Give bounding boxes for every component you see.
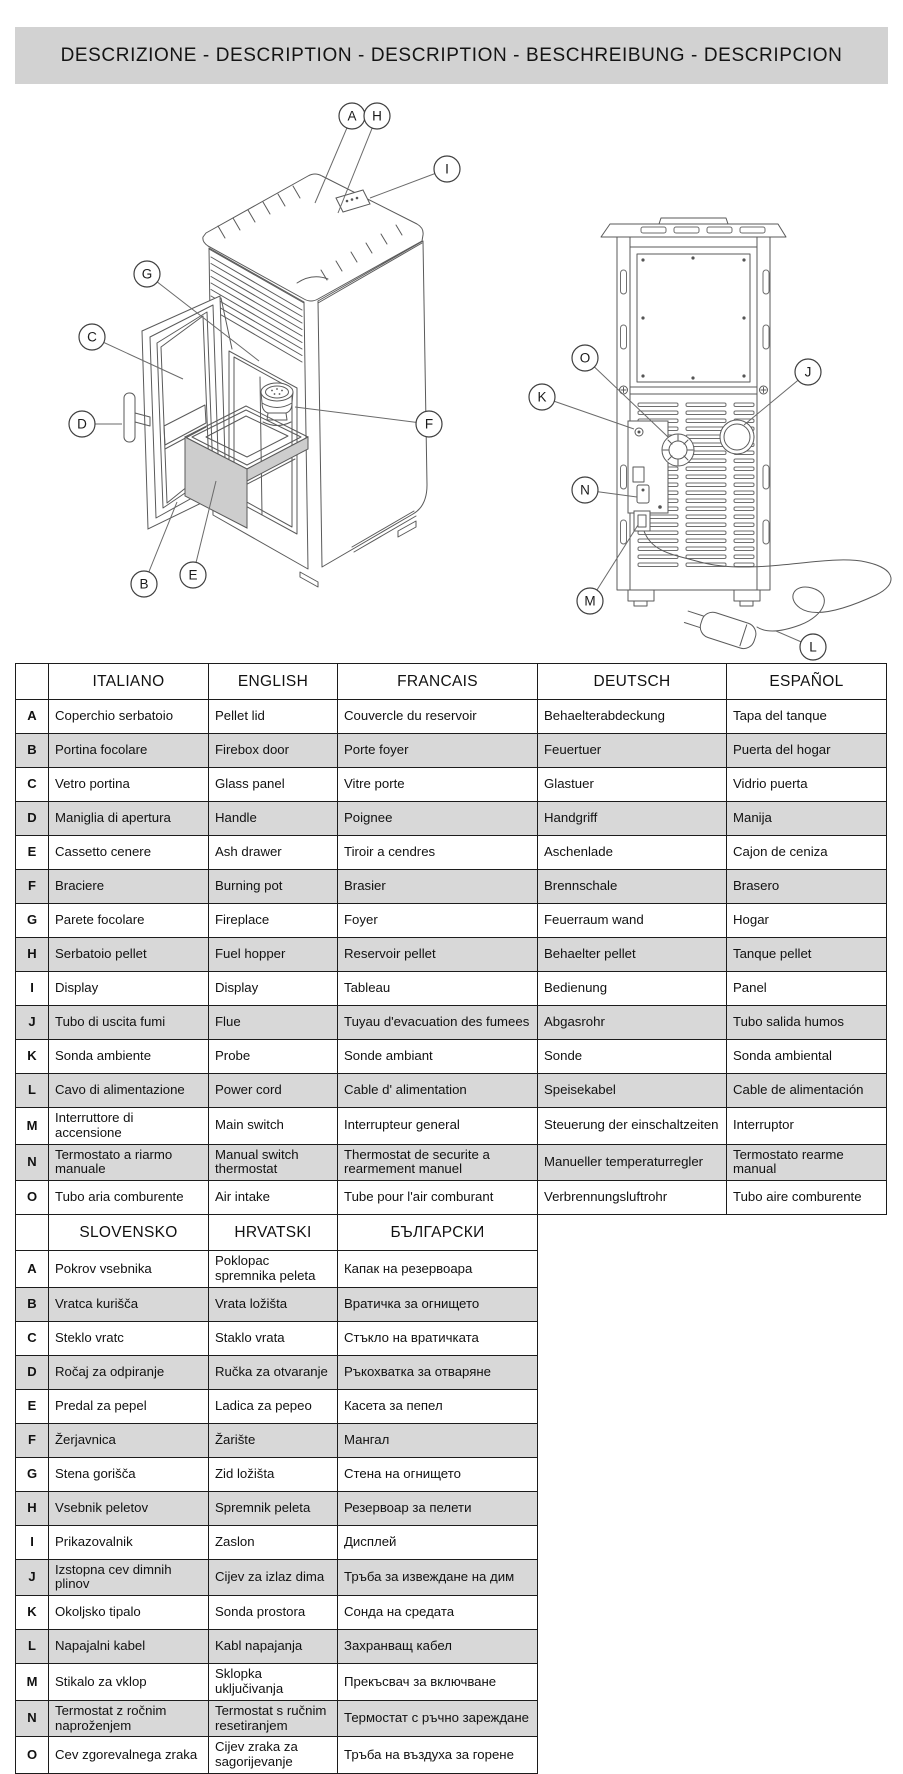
row-letter: O [16,1737,49,1774]
translation-tables [15,663,888,1774]
callout-A [315,103,365,203]
term-cell: Burning pot [209,870,338,904]
term-cell: Serbatoio pellet [49,938,209,972]
row-letter: I [16,972,49,1006]
rear-body [617,237,770,590]
term-cell: Okoljsko tipalo [49,1596,209,1630]
term-cell: Cassetto cenere [49,836,209,870]
term-cell: Sklopka uključivanja [209,1664,338,1701]
corner-cell [16,1215,49,1251]
term-cell: Резервоар за пелети [338,1491,538,1525]
column-header: DEUTSCH [538,664,727,700]
row-letter: C [16,768,49,802]
term-cell: Fuel hopper [209,938,338,972]
term-cell: Тръба на въздуха за горене [338,1737,538,1774]
rear-top-cap [601,224,786,237]
term-cell: Abgasrohr [538,1006,727,1040]
row-letter: E [16,1389,49,1423]
row-letter: L [16,1630,49,1664]
row-letter: F [16,870,49,904]
row-letter: J [16,1559,49,1596]
pellet-lid [203,174,423,303]
page-title: DESCRIZIONE - DESCRIPTION - DESCRIPTION - BESCHREIBUNG - DESCRIPCION [15,27,888,84]
row-letter: G [16,1457,49,1491]
table-row [16,870,887,904]
term-cell: Power cord [209,1074,338,1108]
term-cell: Вратичка за огнището [338,1287,538,1321]
term-cell: Panel [727,972,887,1006]
term-cell: Захранващ кабел [338,1630,538,1664]
term-cell: Spremnik peleta [209,1491,338,1525]
svg-text:K: K [537,389,547,405]
term-cell: Tubo di uscita fumi [49,1006,209,1040]
row-letter: B [16,734,49,768]
table-row [16,1423,538,1457]
term-cell: Main switch [209,1108,338,1145]
term-cell: Aschenlade [538,836,727,870]
table-row [16,972,887,1006]
term-cell: Feuerraum wand [538,904,727,938]
term-cell: Display [209,972,338,1006]
flue-outlet [720,420,754,454]
table-row [16,1664,538,1701]
table-row [16,802,887,836]
table-row [16,734,887,768]
callout-L [776,631,826,660]
svg-text:E: E [188,567,198,583]
svg-text:H: H [372,108,382,124]
term-cell: Speisekabel [538,1074,727,1108]
table-row [16,1737,538,1774]
term-cell: Coperchio serbatoio [49,700,209,734]
column-header: FRANCAIS [338,664,538,700]
term-cell: Manueller temperaturregler [538,1144,727,1181]
power-cord [644,531,891,631]
table-row [16,1144,887,1181]
term-cell: Flue [209,1006,338,1040]
term-cell: Napajalni kabel [49,1630,209,1664]
table-row [16,938,887,972]
term-cell: Stikalo za vklop [49,1664,209,1701]
term-cell: Bedienung [538,972,727,1006]
term-cell: Ročaj za odpiranje [49,1355,209,1389]
term-cell: Manual switch thermostat [209,1144,338,1181]
callout-K [529,384,634,429]
term-cell: Display [49,972,209,1006]
term-cell: Steuerung der einschaltzeiten [538,1108,727,1145]
row-letter: B [16,1287,49,1321]
row-letter: C [16,1321,49,1355]
term-cell: Tubo salida humos [727,1006,887,1040]
table-row [16,1287,538,1321]
term-cell: Verbrennungsluftrohr [538,1181,727,1215]
term-cell: Pokrov vsebnika [49,1251,209,1288]
term-cell: Vidrio puerta [727,768,887,802]
column-header: ENGLISH [209,664,338,700]
callout-J [744,359,821,425]
term-cell: Stena gorišča [49,1457,209,1491]
term-cell: Portina focolare [49,734,209,768]
svg-text:L: L [809,639,817,655]
term-cell: Brasero [727,870,887,904]
svg-text:F: F [424,416,434,432]
term-cell: Tubo aria comburente [49,1181,209,1215]
term-cell: Zaslon [209,1525,338,1559]
term-cell: Interrupteur general [338,1108,538,1145]
svg-text:A: A [347,108,357,124]
corner-cell [16,664,49,700]
term-cell: Стъкло на вратичката [338,1321,538,1355]
row-letter: N [16,1144,49,1181]
display-panel [336,190,370,212]
term-cell: Tapa del tanque [727,700,887,734]
row-letter: A [16,700,49,734]
term-cell: Sonda ambiente [49,1040,209,1074]
term-cell: Прекъсвач за включване [338,1664,538,1701]
term-cell: Reservoir pellet [338,938,538,972]
term-cell: Probe [209,1040,338,1074]
air-intake [662,434,694,466]
term-cell: Žerjavnica [49,1423,209,1457]
term-cell: Hogar [727,904,887,938]
term-cell: Interruptor [727,1108,887,1145]
term-cell: Couvercle du reservoir [338,700,538,734]
term-cell: Žarište [209,1423,338,1457]
column-header: ITALIANO [49,664,209,700]
term-cell: Tuyau d'evacuation des fumees [338,1006,538,1040]
term-cell: Staklo vrata [209,1321,338,1355]
term-cell: Manija [727,802,887,836]
table-row [16,1630,538,1664]
term-cell: Мангал [338,1423,538,1457]
term-cell: Tiroir a cendres [338,836,538,870]
table-row [16,1074,887,1108]
term-cell: Cable d' alimentation [338,1074,538,1108]
term-cell: Maniglia di apertura [49,802,209,836]
term-cell: Handle [209,802,338,836]
term-cell: Foyer [338,904,538,938]
term-cell: Termostat s ručnim resetiranjem [209,1700,338,1737]
term-cell: Air intake [209,1181,338,1215]
term-cell: Thermostat de securite a rearmement manuel [338,1144,538,1181]
term-cell: Sonde ambiant [338,1040,538,1074]
term-cell: Brasier [338,870,538,904]
table-row [16,1596,538,1630]
table-row [16,768,887,802]
svg-text:G: G [141,266,153,282]
burning-pot [261,383,293,426]
term-cell: Vetro portina [49,768,209,802]
row-letter: D [16,802,49,836]
table-row [16,700,887,734]
row-letter: N [16,1700,49,1737]
row-letter: M [16,1108,49,1145]
svg-text:B: B [139,576,149,592]
power-plug [682,604,759,651]
term-cell: Cable de alimentación [727,1074,887,1108]
term-cell: Glass panel [209,768,338,802]
term-cell: Vsebnik peletov [49,1491,209,1525]
term-cell: Vrata ložišta [209,1287,338,1321]
translation-table-secondary [15,1214,538,1774]
term-cell: Handgriff [538,802,727,836]
stove-diagrams [0,85,903,660]
term-cell: Braciere [49,870,209,904]
term-cell: Сонда на средата [338,1596,538,1630]
rear-stove-drawing [601,218,891,651]
term-cell: Feuertuer [538,734,727,768]
term-cell: Vitre porte [338,768,538,802]
row-letter: L [16,1074,49,1108]
svg-text:J: J [804,364,812,380]
row-letter: K [16,1040,49,1074]
term-cell: Prikazovalnik [49,1525,209,1559]
term-cell: Cavo di alimentazione [49,1074,209,1108]
rear-upper-panel [637,254,750,382]
term-cell: Ръкохватка за отваряне [338,1355,538,1389]
term-cell: Predal za pepel [49,1389,209,1423]
row-letter: F [16,1423,49,1457]
svg-text:N: N [580,482,590,498]
term-cell: Тръба за извеждане на дим [338,1559,538,1596]
row-letter: G [16,904,49,938]
term-cell: Behaelterabdeckung [538,700,727,734]
row-letter: K [16,1596,49,1630]
term-cell: Termostato a riarmo manuale [49,1144,209,1181]
svg-text:D: D [77,416,87,432]
table-row [16,1108,887,1145]
term-cell: Cajon de ceniza [727,836,887,870]
table-row [16,1355,538,1389]
term-cell: Vratca kurišča [49,1287,209,1321]
row-letter: J [16,1006,49,1040]
table-row [16,904,887,938]
table-row [16,1700,538,1737]
row-letter: I [16,1525,49,1559]
row-letter: E [16,836,49,870]
table-row [16,1040,887,1074]
term-cell: Tableau [338,972,538,1006]
term-cell: Poignee [338,802,538,836]
term-cell: Puerta del hogar [727,734,887,768]
column-header: SLOVENSKO [49,1215,209,1251]
term-cell: Cijev za izlaz dima [209,1559,338,1596]
table-row [16,1491,538,1525]
term-cell: Termostat z ročnim naproženjem [49,1700,209,1737]
term-cell: Ladica za pepeo [209,1389,338,1423]
table-row [16,1559,538,1596]
term-cell: Ash drawer [209,836,338,870]
term-cell: Termostato rearme manual [727,1144,887,1181]
table-row [16,1457,538,1491]
callout-O [572,345,668,437]
row-letter: H [16,1491,49,1525]
term-cell: Cev zgorevalnega zraka [49,1737,209,1774]
term-cell: Tubo aire comburente [727,1181,887,1215]
row-letter: M [16,1664,49,1701]
term-cell: Steklo vratc [49,1321,209,1355]
term-cell: Porte foyer [338,734,538,768]
table-row [16,1389,538,1423]
table-row [16,1321,538,1355]
term-cell: Термостат с ръчно зареждане [338,1700,538,1737]
term-cell: Tanque pellet [727,938,887,972]
table-row [16,1006,887,1040]
callout-D [69,411,122,437]
term-cell: Капак на резервоара [338,1251,538,1288]
callout-N [572,477,637,503]
term-cell: Fireplace [209,904,338,938]
term-cell: Pellet lid [209,700,338,734]
term-cell: Behaelter pellet [538,938,727,972]
row-letter: O [16,1181,49,1215]
term-cell: Sonda ambiental [727,1040,887,1074]
stove-diagram-svg [0,85,903,660]
term-cell: Glastuer [538,768,727,802]
svg-text:M: M [584,593,596,609]
term-cell: Ručka za otvaranje [209,1355,338,1389]
table-row [16,1251,538,1288]
translation-table-main [15,663,887,1215]
term-cell: Kabl napajanja [209,1630,338,1664]
term-cell: Izstopna cev dimnih plinov [49,1559,209,1596]
term-cell: Parete focolare [49,904,209,938]
term-cell: Дисплей [338,1525,538,1559]
term-cell: Firebox door [209,734,338,768]
svg-text:I: I [445,161,449,177]
term-cell: Zid ložišta [209,1457,338,1491]
term-cell: Sonda prostora [209,1596,338,1630]
term-cell: Sonde [538,1040,727,1074]
svg-text:C: C [87,329,97,345]
table-row [16,1525,538,1559]
column-header: ESPAÑOL [727,664,887,700]
term-cell: Brennschale [538,870,727,904]
term-cell: Cijev zraka za sagorijevanje [209,1737,338,1774]
term-cell: Касета за пепел [338,1389,538,1423]
term-cell: Стена на огнището [338,1457,538,1491]
term-cell: Poklopac spremnika peleta [209,1251,338,1288]
term-cell: Interruttore di accensione [49,1108,209,1145]
row-letter: H [16,938,49,972]
callout-F [295,407,442,437]
callout-I [370,156,460,198]
term-cell: Tube pour l'air comburant [338,1181,538,1215]
svg-text:O: O [579,350,591,366]
column-header: БЪЛГАРСКИ [338,1215,538,1251]
row-letter: A [16,1251,49,1288]
table-row [16,1181,887,1215]
row-letter: D [16,1355,49,1389]
column-header: HRVATSKI [209,1215,338,1251]
table-row [16,836,887,870]
front-stove-drawing [124,174,427,587]
